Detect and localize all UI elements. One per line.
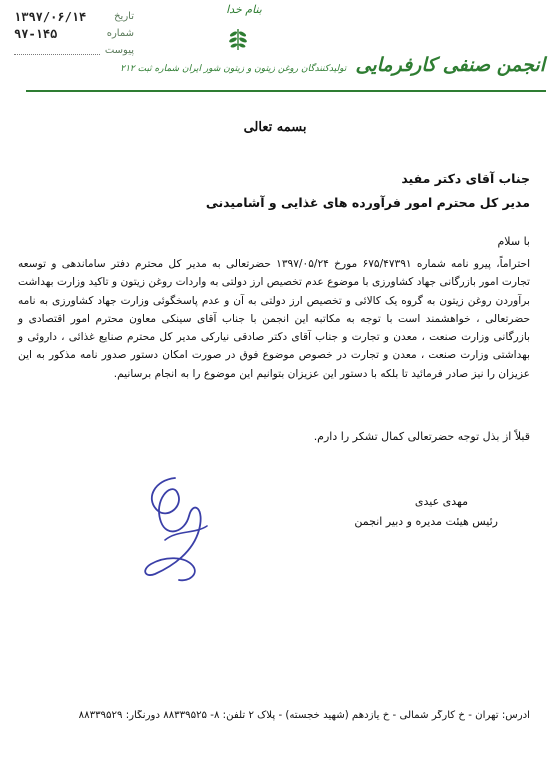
- attachment-label: پیوست: [104, 45, 134, 56]
- number-value: ۹۷-۱۴۵: [14, 26, 58, 41]
- organization-name: [120, 54, 545, 76]
- date-label: تاریخ: [114, 11, 134, 22]
- bismillah: بسمه تعالی: [243, 120, 307, 135]
- number-row: [14, 25, 134, 42]
- signatory-title: رئیس هیئت مدیره و دبیر انجمن: [354, 515, 498, 528]
- org-subtitle: تولیدکنندگان روغن زیتون و زیتون شور ایران شماره ثبت ۲۱۲: [120, 64, 347, 74]
- attachment-value: [14, 46, 100, 55]
- olive-branch-icon: [225, 26, 251, 52]
- number-label: شماره: [106, 28, 134, 39]
- signatory-name: مهدی عیدی: [414, 495, 468, 508]
- letter-meta: [14, 8, 134, 59]
- recipient-title: مدیر کل محترم امور فرآورده های غذایی و آشامیدنی: [205, 195, 530, 210]
- greeting: با سلام: [497, 235, 530, 248]
- recipient-name: جناب آقای دکتر مفید: [401, 171, 530, 186]
- footer-address: آدرس: تهران - خ کارگر شمالی - خ یازدهم (شهید خجسته) - پلاک ۲ تلفن: ۸- ۸۸۳۳۹۵۲۵ دورنگار: ۸۸۳۳۹۵۲۹: [78, 710, 530, 721]
- bename-text: بنام خدا: [226, 3, 262, 16]
- date-value: ۱۳۹۷/۰۶/۱۴: [14, 9, 87, 24]
- date-row: [14, 8, 134, 25]
- closing-line: قبلاً از بذل توجه حضرتعالی کمال تشکر را دارم.: [313, 430, 530, 443]
- body-paragraph: احتراماً، پیرو نامه شماره ۶۷۵/۴۷۳۹۱ مورخ ۱۳۹۷/۰۵/۲۴ حضرتعالی به مدیر کل محترم دفتر ساماندهی و توسعه تجارت امور بازرگانی جهاد کشاورزی با موضوع عدم تخصیص ارز دولتی به واردات روغن زیتون و تاکید وزارت بهداشت برآوردن روغن زیتون به گروه یک کالائی و تخصیص ارز دولتی به آن و عدم پاسخگوئی وزارت جهاد کشاورزی به نامه حضرتعالی ، خواهشمند است با توجه به مکاتبه این انجمن با جناب آقای سینکی معاون محترم امور اقتصادی و بازرگانی وزارت صنعت ، معدن و تجارت و جناب آقای دکتر صادقی نیارکی مدیر کل محترم صنایع غذائی ، داروئی و بهداشتی وزارت صنعت ، معدن و تجارت در خصوص موضوع فوق در صورت امکان دستور صدور نامه مذکور به این عزیزان را نیز صادر فرمائید تا بلکه با دستور این عزیزان بتوانیم این موضوع را به انجام برسانیم.: [18, 258, 531, 380]
- header-divider: [26, 90, 546, 92]
- org-main-title: انجمن صنفی کارفرمایی: [355, 54, 545, 76]
- attachment-row: [14, 42, 134, 59]
- handwritten-signature: [115, 470, 235, 590]
